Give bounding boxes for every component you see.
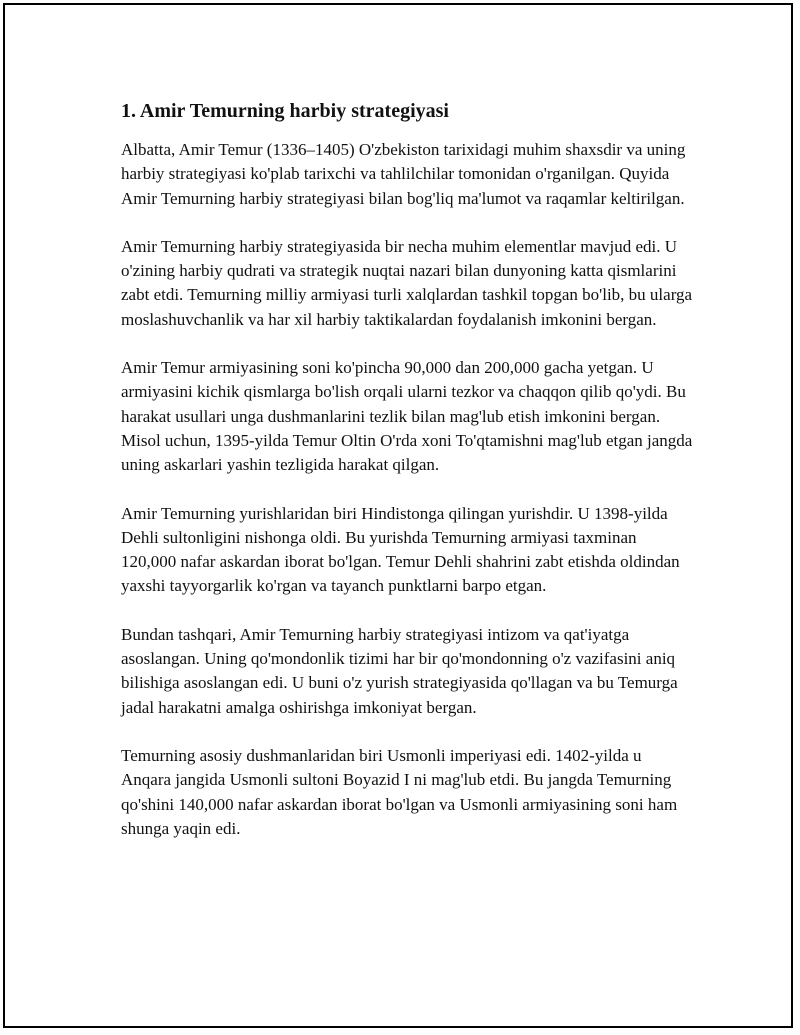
paragraph-5: Bundan tashqari, Amir Temurning harbiy strategiyasi intizom va qat'iyatga asoslangan. Uning qo'mondonlik tizimi har bir qo'mondonning o'z vazifasini aniq bilishiga asoslangan edi. U buni o'z yurish strategiyasida qo'llagan va bu Temurga jadal harakatni amalga oshirishga imkoniyat bergan.: [121, 624, 678, 717]
paragraph-6: Temurning asosiy dushmanlaridan biri Usmonli imperiyasi edi. 1402-yilda u Anqara jangida Usmonli sultoni Boyazid I ni mag'lub etdi. Bu jangda Temurning qo'shini 140,000 nafar askardan iborat bo'lgan va Usmonli armiyasining soni ham shunga yaqin edi.: [121, 745, 678, 838]
document-page: [3, 3, 793, 1028]
section-heading: 1. Amir Temurning harbiy strategiyasi: [121, 100, 449, 122]
paragraph-3: Amir Temur armiyasining soni ko'pincha 90,000 dan 200,000 gacha yetgan. U armiyasini kichik qismlarga bo'lish orqali ularni tezkor va chaqqon qilib qo'ydi. Bu harakat usullari unga dushmanlarini tezlik bilan mag'lub etish imkonini bergan. Misol uchun, 1395-yilda Temur Oltin O'rda xoni To'qtamishni mag'lub etgan jangda uning askarlari yashin tezligida harakat qilgan.: [121, 358, 693, 475]
paragraph-1: Albatta, Amir Temur (1336–1405) O'zbekiston tarixidagi muhim shaxsdir va uning harbiy strategiyasi ko'plab tarixchi va tahlilchilar tomonidan o'rganilgan. Quyida Amir Temurning harbiy strategiyasi bilan bog'liq ma'lumot va raqamlar keltirilgan.: [121, 140, 686, 208]
paragraph-4: Amir Temurning yurishlaridan biri Hindistonga qilingan yurishdir. U 1398-yilda Dehli sultonligini nishonga oldi. Bu yurishda Temurning armiyasi taxminan 120,000 nafar askardan iborat bo'lgan. Temur Dehli shahrini zabt etishda oldindan yaxshi tayyorgarlik ko'rgan va tayanch punktlarni barpo etgan.: [121, 503, 680, 596]
paragraph-2: Amir Temurning harbiy strategiyasida bir necha muhim elementlar mavjud edi. U o'zining harbiy qudrati va strategik nuqtai nazari bilan dunyoning katta qismlarini zabt etdi. Temurning milliy armiyasi turli xalqlardan tashkil topgan bo'lib, bu ularga moslashuvchanlik va har xil harbiy taktikalardan foydalanish imkonini bergan.: [121, 236, 693, 329]
document-body: [121, 98, 693, 865]
